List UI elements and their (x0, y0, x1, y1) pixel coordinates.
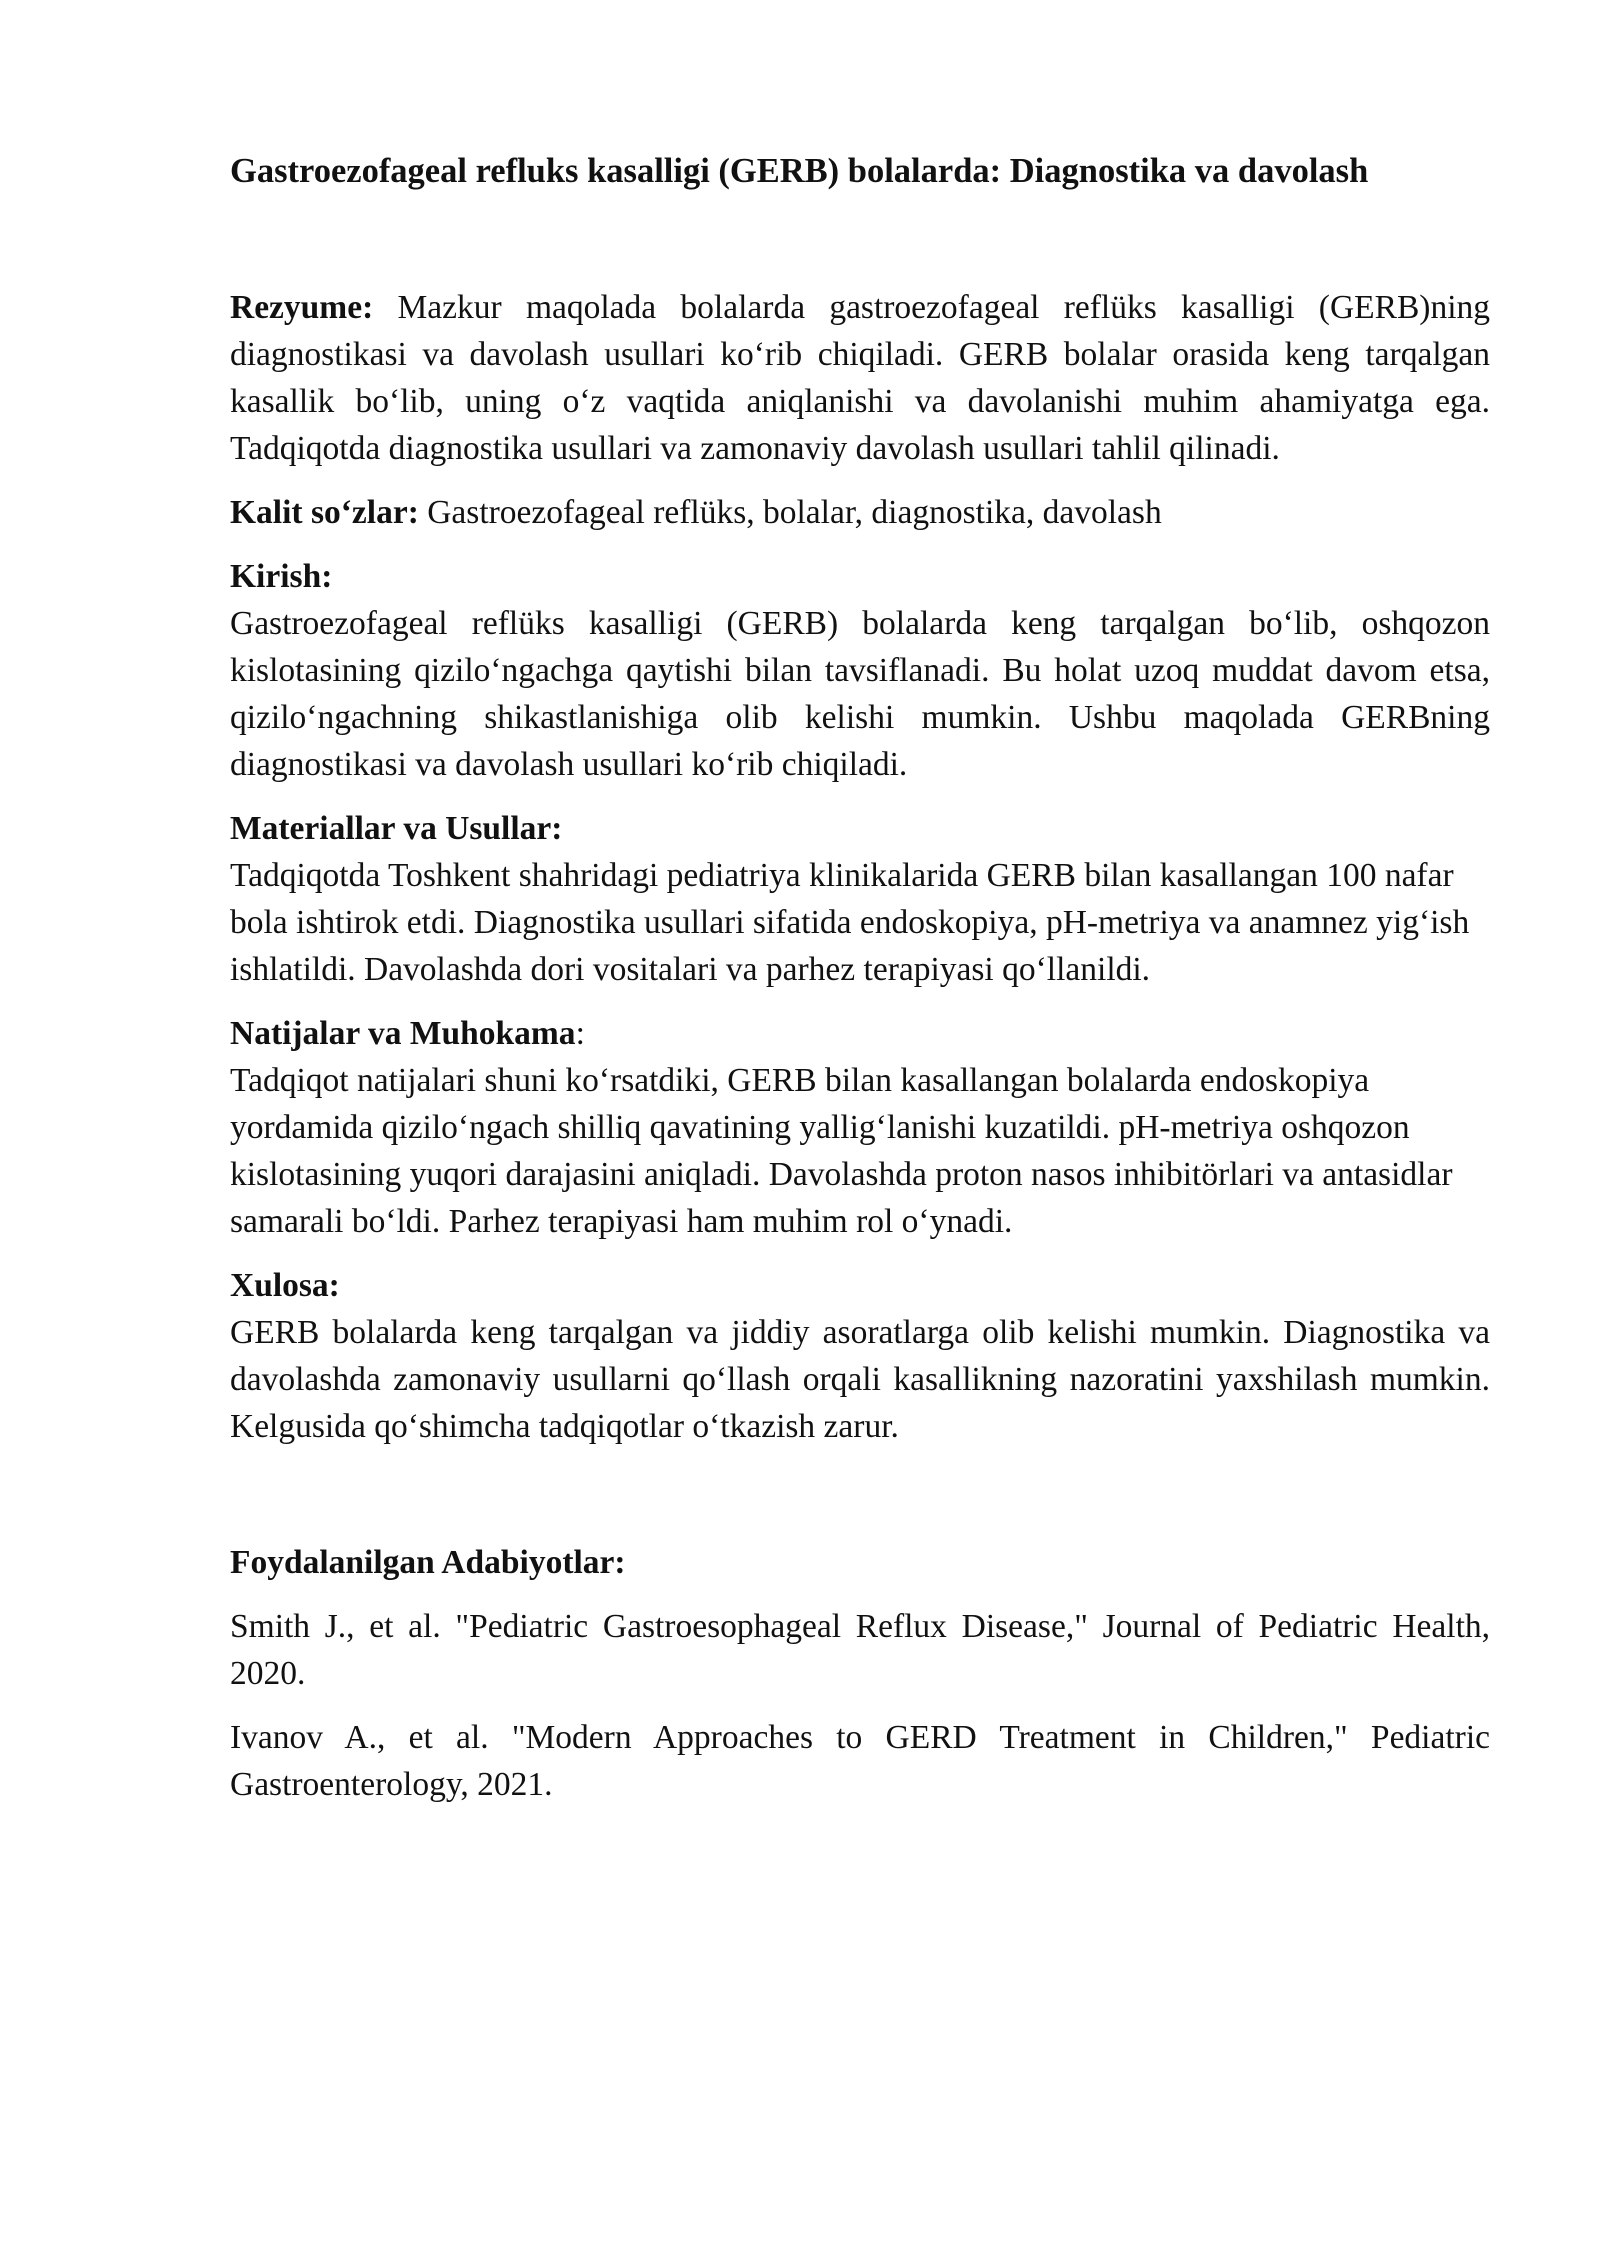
results-heading: Natijalar va Muhokama (230, 1015, 576, 1052)
keywords-text: Gastroezofageal reflüks, bolalar, diagnostika, davolash (427, 494, 1162, 531)
references-heading: Foydalanilgan Adabiyotlar: (230, 1544, 626, 1581)
results-text: Tadqiqot natijalari shuni ko‘rsatdiki, GERB bilan kasallangan bolalarda endoskopiya yordamida qizilo‘ngach shilliq qavatining yallig‘lanishi kuzatildi. pH-metriya oshqozon kislotasining yuqori darajasini aniqladi. Davolashda proton nasos inhibitörlari va antasidlar samarali bo‘ldi. Parhez terapiyasi ham muhim rol o‘ynadi. (230, 1062, 1453, 1240)
keywords-label: Kalit so‘zlar: (230, 494, 419, 531)
reference-item-2: Ivanov A., et al. "Modern Approaches to GERD Treatment in Children," Pediatric Gastroenterology, 2021. (230, 1719, 1490, 1803)
document-title: Gastroezofageal refluks kasalligi (GERB) bolalarda: Diagnostika va davolash (230, 152, 1369, 190)
abstract-label: Rezyume: (230, 289, 374, 326)
reference-item-1: Smith J., et al. "Pediatric Gastroesophageal Reflux Disease," Journal of Pediatric Health, 2020. (230, 1608, 1490, 1692)
intro-heading: Kirish: (230, 558, 333, 595)
methods-heading: Materiallar va Usullar: (230, 810, 563, 847)
document-page (230, 148, 1490, 1808)
intro-text: Gastroezofageal reflüks kasalligi (GERB) bolalarda keng tarqalgan bo‘lib, oshqozon kislotasining qizilo‘ngachga qaytishi bilan tavsiflanadi. Bu holat uzoq muddat davom etsa, qizilo‘ngachning shikastlanishiga olib kelishi mumkin. Ushbu maqolada GERBning diagnostikasi va davolash usullari ko‘rib chiqiladi. (230, 605, 1490, 783)
methods-text: Tadqiqotda Toshkent shahridagi pediatriya klinikalarida GERB bilan kasallangan 100 nafar bola ishtirok etdi. Diagnostika usullari sifatida endoskopiya, pH-metriya va anamnez yig‘ish ishlatildi. Davolashda dori vositalari va parhez terapiyasi qo‘llanildi. (230, 857, 1470, 988)
abstract-text: Mazkur maqolada bolalarda gastroezofageal reflüks kasalligi (GERB)ning diagnostikasi va davolash usullari ko‘rib chiqiladi. GERB bolalar orasida keng tarqalgan kasallik bo‘lib, uning o‘z vaqtida aniqlanishi va davolanishi muhim ahamiyatga ega. Tadqiqotda diagnostika usullari va zamonaviy davolash usullari tahlil qilinadi. (230, 289, 1491, 467)
results-heading-line (230, 1010, 1490, 1057)
conclusion-text: GERB bolalarda keng tarqalgan va jiddiy asoratlarga olib kelishi mumkin. Diagnostika va davolashda zamonaviy usullarni qo‘llash orqali kasallikning nazoratini yaxshilash mumkin. Kelgusida qo‘shimcha tadqiqotlar o‘tkazish zarur. (230, 1314, 1490, 1445)
conclusion-heading: Xulosa: (230, 1267, 340, 1304)
keywords-paragraph (230, 489, 1490, 536)
results-heading-colon: : (575, 1015, 585, 1052)
abstract-paragraph (230, 284, 1490, 472)
